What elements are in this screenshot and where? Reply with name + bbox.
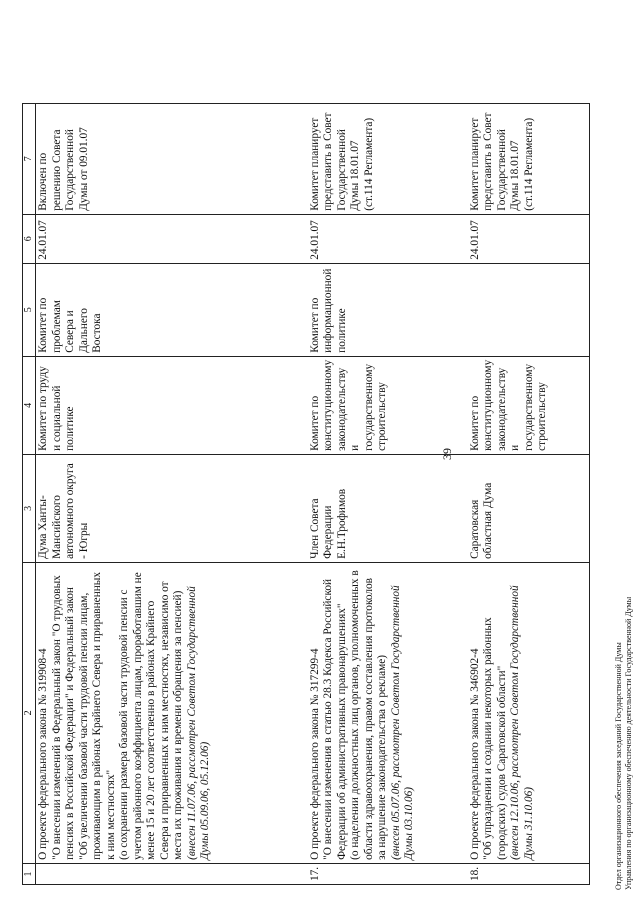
bill-note: (внесен 11.07.06, рассмотрен Советом Государственной Думы 05.09.06, 05.12.06) (185, 586, 211, 860)
col-header-2: 2 (23, 562, 36, 863)
bill-explanation: (о сохранении размера базовой части трудовой пенсии с учетом районного коэффициента лицам, проработавшим не менее 15 и 20 лет соответственно в районах Крайнего Севера и приравненных к ним местностях, независимо от места их проживания и времени обращения за пенсией) (118, 572, 184, 860)
table-row (36, 103, 308, 884)
table-row (308, 103, 468, 884)
col-header-7: 7 (23, 103, 36, 214)
status: Комитет планирует представить в Совет Государственной Думы 18.01.07 (ст.114 Регламента) (308, 103, 468, 214)
table-row (468, 103, 590, 884)
footer-line-2: Управления по организационному обеспечению деятельности Государственной Думы (624, 596, 633, 890)
bill-title: О проекте федерального закона № 317299-4 (308, 648, 321, 860)
bill-name: "Об упразднении и создании некоторых районных (городских) судов Саратовской области" (482, 617, 508, 860)
co-committee: Комитет по проблемам Севера и Дальнего Востока (36, 263, 308, 356)
col-header-3: 3 (23, 454, 36, 562)
bill-note: (внесен 12.10.06, рассмотрен Советом Государственной Думы 31.10.06) (509, 585, 535, 860)
date: 24.01.07 (36, 214, 308, 263)
status: Комитет планирует представить в Совет Государственной Думы 18.01.07 (ст.114 Регламента) (468, 103, 590, 214)
responsible-committee: Комитет по конституционному законодательству и государственному строительству (468, 356, 590, 454)
date: 24.01.07 (468, 214, 590, 263)
co-committee (468, 263, 590, 356)
col-header-1: 1 (23, 863, 36, 884)
col-header-4: 4 (23, 356, 36, 454)
initiator: Член Совета Федерации Е.Н.Трофимов (308, 454, 468, 562)
initiator: Дума Ханты-Мансийского автономного округа - Югры (36, 454, 308, 562)
col-header-5: 5 (23, 263, 36, 356)
row-number: 18. (468, 863, 590, 884)
row-number: 17. (308, 863, 468, 884)
bill-description (308, 562, 468, 863)
bill-title: О проекте федерального закона № 346902-4 (468, 648, 481, 860)
bill-explanation: (о наделении должностных лиц органов, уполномоченных в области здравоохранения, правом составления протоколов за нарушение законодательства о рекламе) (349, 570, 388, 860)
initiator: Саратовская областная Дума (468, 454, 590, 562)
page-number: 39 (440, 448, 454, 460)
row-number (36, 863, 308, 884)
bill-note: (внесен 05.07.06, рассмотрен Советом Государственной Думы 03.10.06) (389, 585, 415, 860)
col-header-6: 6 (23, 214, 36, 263)
status: Включен по решению Совета Государственной Думы от 09.01.07 (36, 103, 308, 214)
bill-description (36, 562, 308, 863)
bill-description (468, 562, 590, 863)
date: 24.01.07 (308, 214, 468, 263)
footer-line-1: Отдел организационного обеспечения заседаний Государственной Думы (614, 642, 623, 890)
bill-name: "О внесении изменения в статью 28.3 Кодекса Российской Федерации об административных правонарушениях" (322, 578, 348, 860)
co-committee: Комитет по информационной политике (308, 263, 468, 356)
bill-title: О проекте федерального закона № 319908-4 (37, 648, 49, 860)
responsible-committee: Комитет по конституционному законодательству и государственному строительству (308, 356, 468, 454)
header-row (23, 103, 36, 884)
bills-table (22, 103, 590, 885)
responsible-committee: Комитет по труду и социальной политике (36, 356, 308, 454)
bill-name: "О внесении изменений в Федеральный закон "О трудовых пенсиях в Российской Федерации" и Федеральный закон "Об увеличении базовой части трудовой пенсии лицам, проживающим в районах Крайнего Севера и приравненных к ним местностях" (50, 571, 117, 860)
